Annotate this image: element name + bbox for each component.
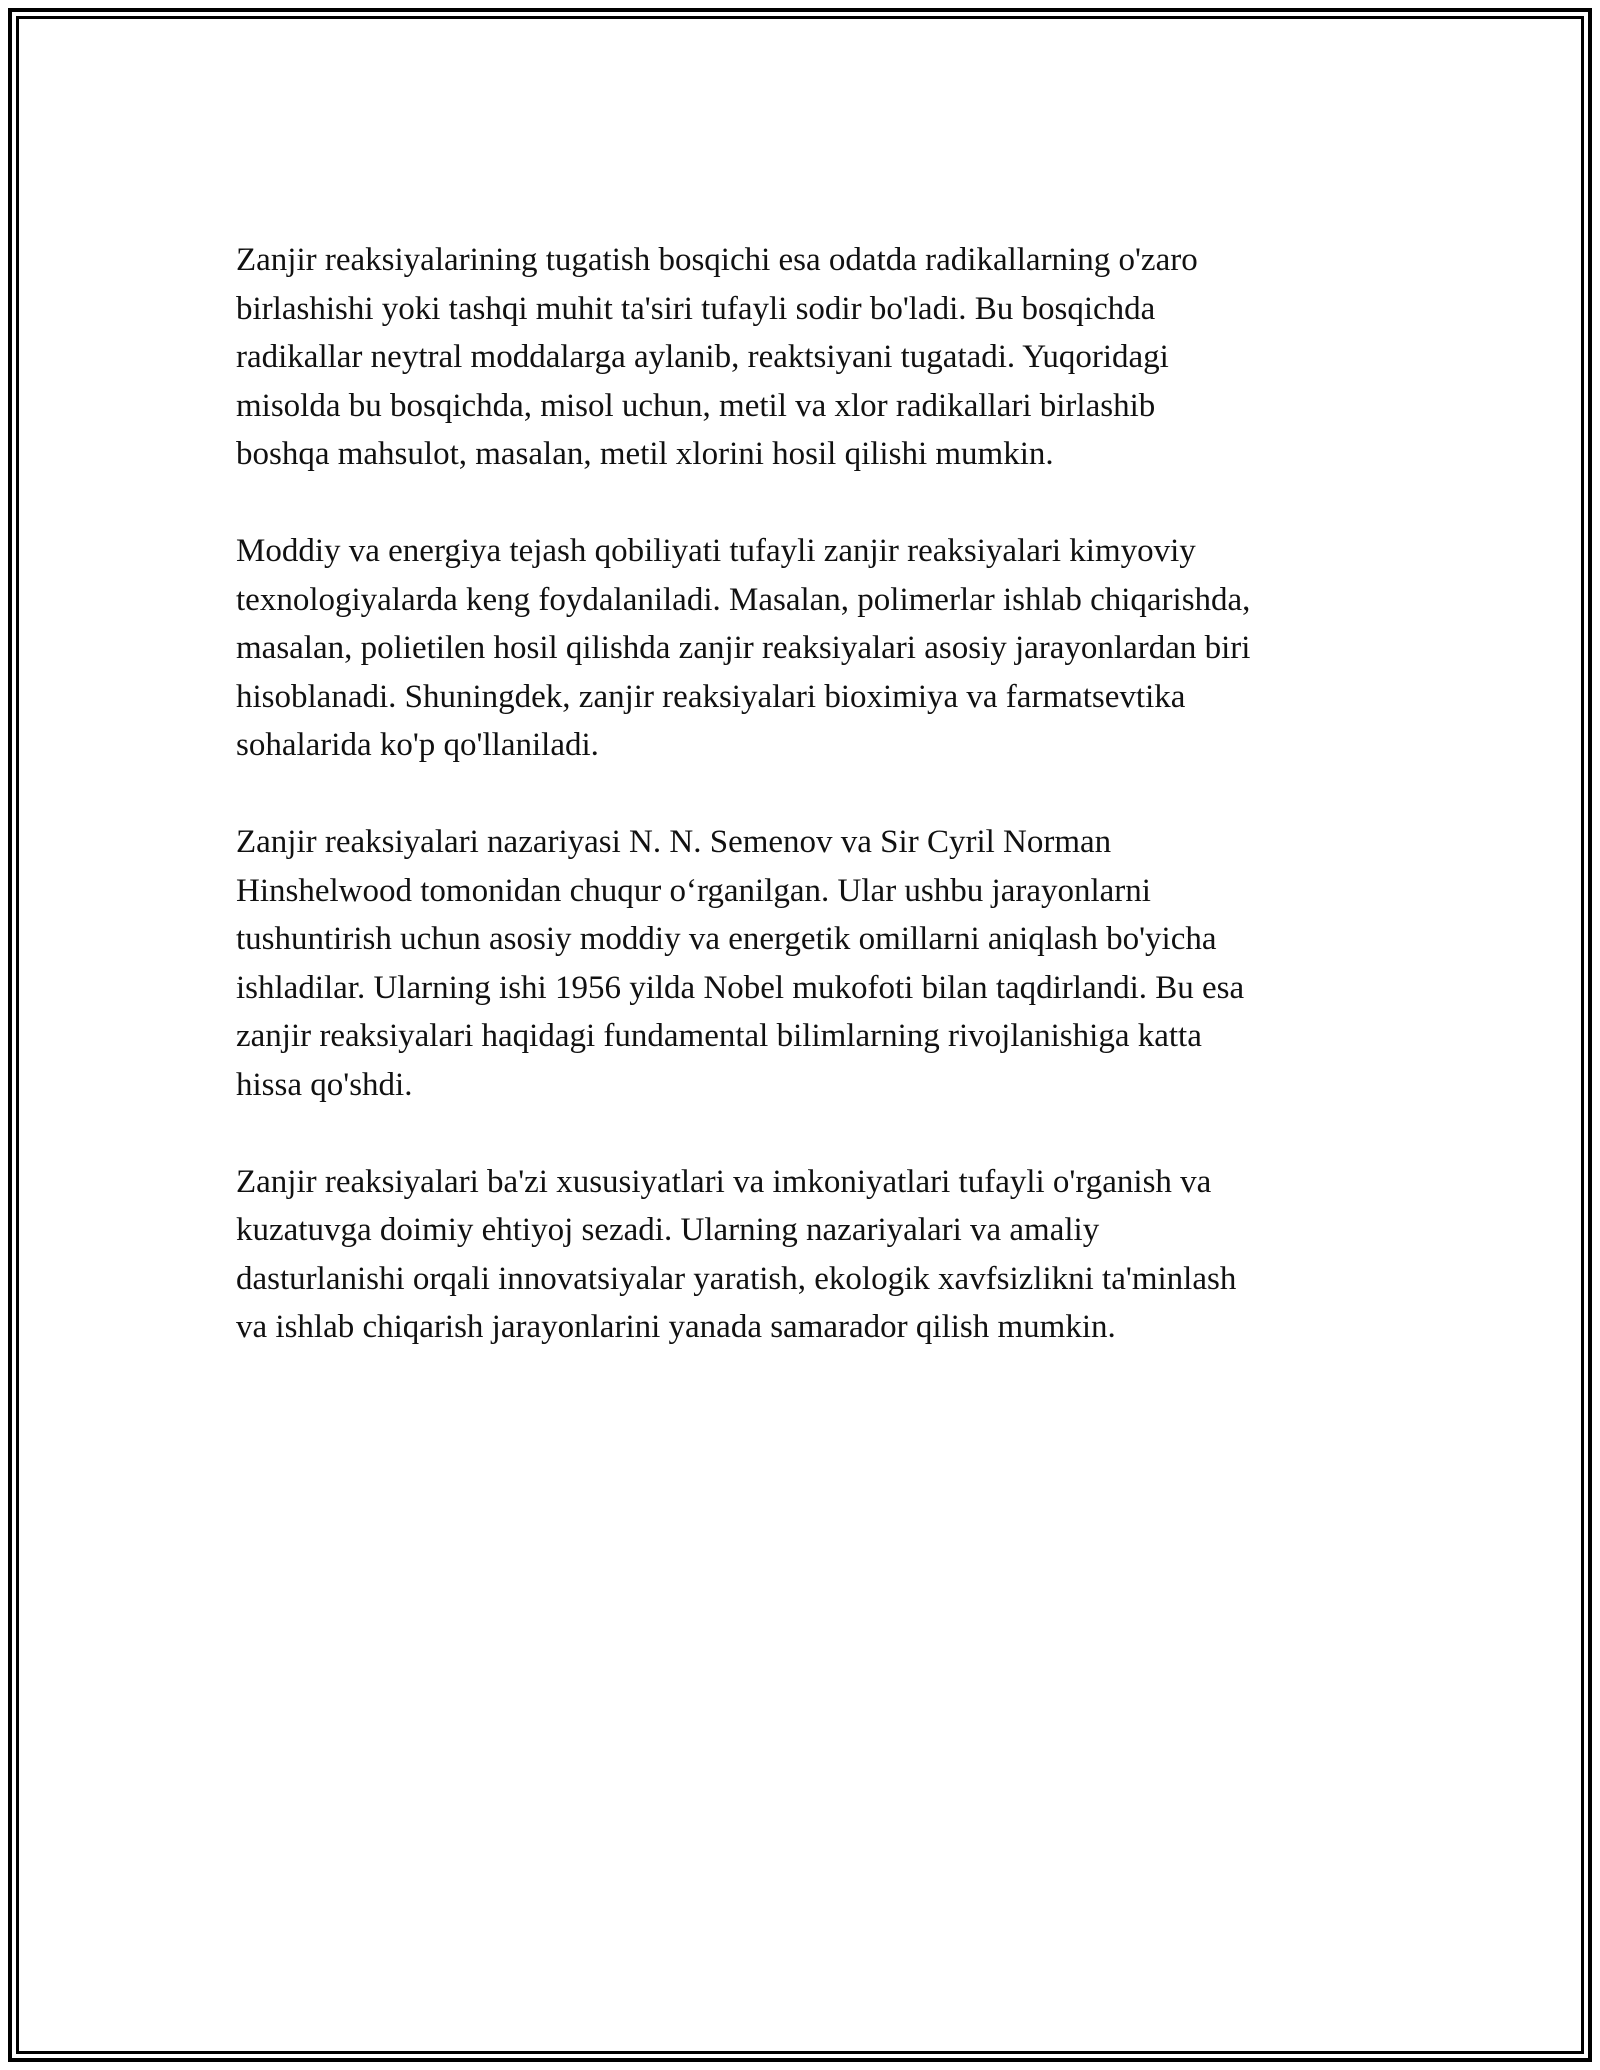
paragraph-1: Zanjir reaksiyalarining tugatish bosqichi esa odatda radikallarning o'zaro birlashishi yoki tashqi muhit ta'siri tufayli sodir bo'ladi. Bu bosqichda radikallar neytral moddalarga aylanib, reaktsiyani tugatadi. Yuqoridagi misolda bu bosqichda, misol uchun, metil va xlor radikallari birlashib boshqa mahsulot, masalan, metil xlorini hosil qilishi mumkin. xyxy=(236,242,1198,472)
paragraph-3: Zanjir reaksiyalari nazariyasi N. N. Semenov va Sir Cyril Norman Hinshelwood tomonidan chuqur o‘rganilgan. Ular ushbu jarayonlarni tushuntirish uchun asosiy moddiy va energetik omillarni aniqlash bo'yicha ishladilar. Ularning ishi 1956 yilda Nobel mukofoti bilan taqdirlandi. Bu esa zanjir reaksiyalari haqidagi fundamental bilimlarning rivojlanishiga katta hissa qo'shdi. xyxy=(236,824,1245,1103)
document-body xyxy=(236,236,1376,1400)
paragraph-4: Zanjir reaksiyalari ba'zi xususiyatlari va imkoniyatlari tufayli o'rganish va kuzatuvga doimiy ehtiyoj sezadi. Ularning nazariyalari va amaliy dasturlanishi orqali innovatsiyalar yaratish, ekologik xavfsizlikni ta'minlash va ishlab chiqarish jarayonlarini yanada samarador qilish mumkin. xyxy=(236,1163,1237,1345)
paragraph-2: Moddiy va energiya tejash qobiliyati tufayli zanjir reaksiyalari kimyoviy texnologiyalarda keng foydalaniladi. Masalan, polimerlar ishlab chiqarishda, masalan, polietilen hosil qilishda zanjir reaksiyalari asosiy jarayonlardan biri hisoblanadi. Shuningdek, zanjir reaksiyalari bioximiya va farmatsevtika sohalarida ko'p qo'llaniladi. xyxy=(236,533,1251,763)
